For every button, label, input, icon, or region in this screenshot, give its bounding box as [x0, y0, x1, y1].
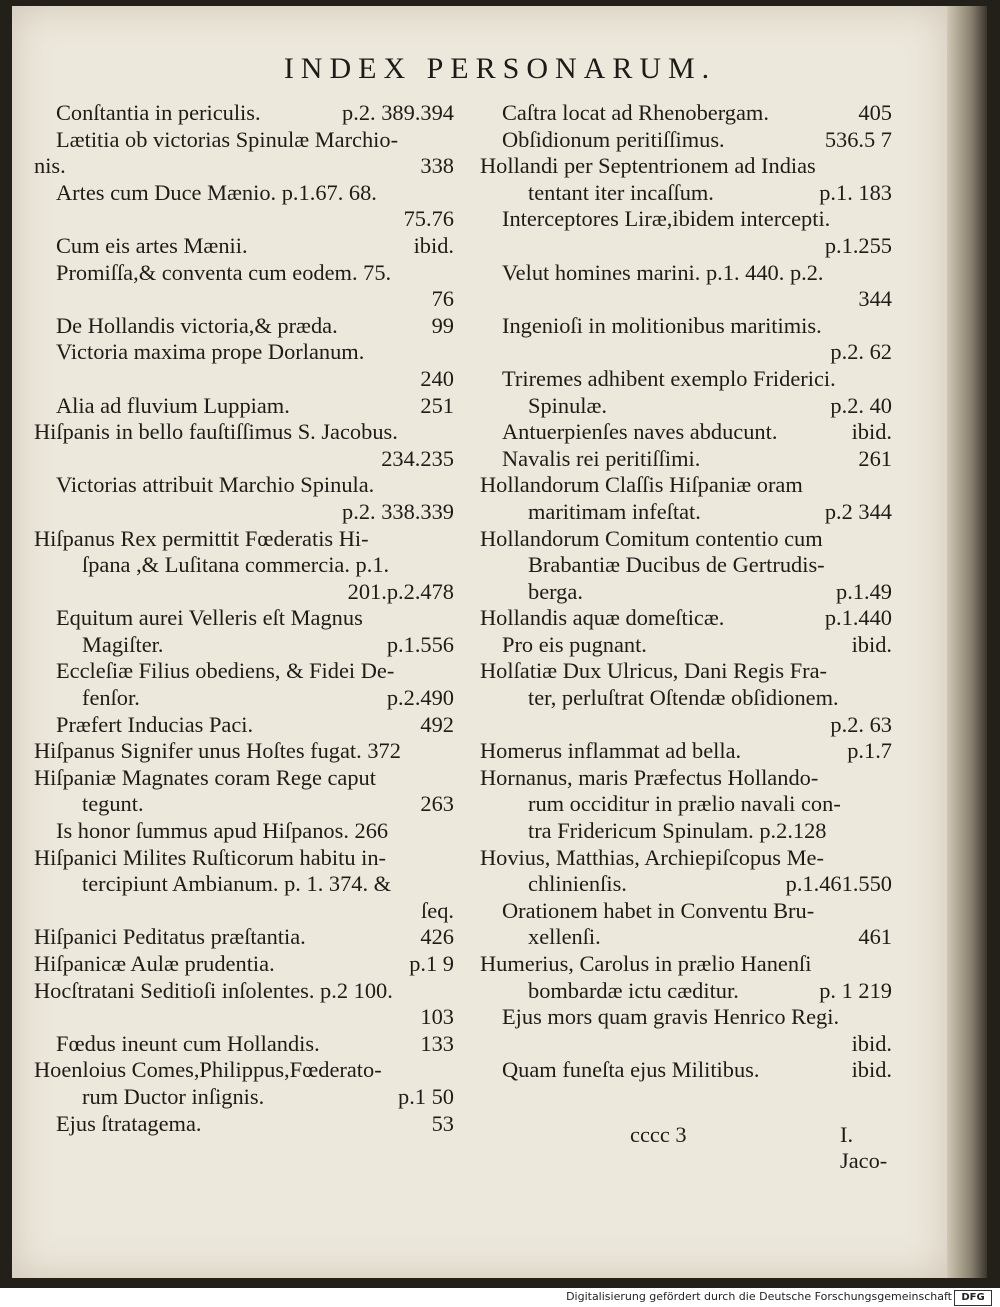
page-reference: 99	[431, 312, 454, 338]
index-entry	[480, 1057, 892, 1084]
page-reference: p.1.7	[847, 738, 892, 764]
index-entry	[34, 738, 454, 765]
entry-text: Brabantiæ Ducibus de Gertrudis-	[528, 552, 825, 578]
index-entry	[480, 260, 892, 287]
entry-text: Promiſſa,& conventa cum eodem. 75.	[56, 259, 392, 285]
index-entry	[480, 978, 892, 1005]
index-entry	[480, 605, 892, 632]
page-reference: 536.5 7	[824, 126, 892, 152]
entry-text: Ejus ſtratagema.	[56, 1110, 202, 1136]
index-entry	[480, 818, 892, 845]
index-entry	[34, 526, 454, 553]
entry-text: Hornanus, maris Præfectus Hollando-	[480, 764, 819, 790]
index-entry	[34, 951, 454, 978]
page-reference: 263	[420, 791, 454, 817]
index-entry	[480, 712, 892, 739]
entry-text: De Hollandis victoria,& præda.	[56, 312, 338, 338]
entry-text: Hollandi per Septentrionem ad Indias	[480, 153, 816, 179]
index-entry	[34, 712, 454, 739]
index-entry	[480, 313, 892, 340]
entry-text: Is honor ſummus apud Hiſpanos. 266	[56, 818, 389, 844]
index-entry	[34, 605, 454, 632]
entry-text: Velut homines marini. p.1. 440. p.2.	[502, 259, 824, 285]
index-entry	[480, 845, 892, 872]
entry-text: ter, perluſtrat Oſtendæ obſidionem.	[528, 685, 839, 711]
entry-text: rum occiditur in prælio navali con-	[528, 791, 841, 817]
catchword: I. Jaco-	[840, 1122, 888, 1173]
index-entry	[34, 499, 454, 526]
index-entry	[34, 632, 454, 659]
entry-text: p.1.255	[824, 232, 892, 258]
entry-text: Eccleſiæ Filius obediens, & Fidei De-	[56, 658, 395, 684]
index-entry	[34, 393, 454, 420]
entry-text: Ingenioſi in molitionibus maritimis.	[502, 312, 822, 338]
entry-text: Hiſpanus Signifer unus Hoſtes fugat. 372	[34, 738, 401, 764]
entry-text: Cum eis artes Mænii.	[56, 232, 248, 258]
page-reference: p.2 344	[824, 498, 892, 524]
index-entry	[480, 153, 892, 180]
page-reference: 461	[858, 924, 892, 950]
entry-text: Interceptores Liræ,ibidem intercepti.	[502, 206, 831, 232]
entry-text: xellenſi.	[528, 924, 601, 950]
index-entry	[480, 472, 892, 499]
index-entry	[480, 658, 892, 685]
index-entry	[480, 127, 892, 154]
index-entry	[480, 206, 892, 233]
entry-text: Orationem habet in Conventu Bru-	[502, 897, 815, 923]
index-entry	[34, 313, 454, 340]
index-entry	[480, 366, 892, 393]
entry-text: Pro eis pugnant.	[502, 631, 647, 657]
page-reference: 53	[431, 1110, 454, 1136]
entry-text: Antuerpienſes naves abducunt.	[502, 419, 778, 445]
index-entry	[480, 393, 892, 420]
entry-text: Ejus mors quam gravis Henrico Regi.	[502, 1004, 840, 1030]
entry-text: Hollandorum Claſſis Hiſpaniæ oram	[480, 472, 803, 498]
page-reference: p.1.440	[824, 605, 892, 631]
entry-text: Triremes adhibent exemplo Friderici.	[502, 365, 836, 391]
page-gutter-shadow	[947, 6, 987, 1278]
entry-text: p.2. 63	[830, 711, 892, 737]
index-entry	[480, 552, 892, 579]
index-entry	[34, 1084, 454, 1111]
entry-text: Obſidionum peritiſſimus.	[502, 126, 725, 152]
index-entry	[34, 579, 454, 606]
entry-text: nis.	[34, 153, 66, 179]
digitization-note: Digitalisierung gefördert durch die Deutsche Forschungsgemeinschaft	[566, 1290, 952, 1303]
index-entry	[480, 419, 892, 446]
index-entry	[34, 100, 454, 127]
index-entry	[480, 898, 892, 925]
entry-text: Magiſter.	[82, 631, 164, 657]
index-entry	[480, 1031, 892, 1058]
page-reference: 338	[420, 153, 454, 179]
page-reference: ibid.	[851, 1057, 892, 1083]
index-entry	[480, 738, 892, 765]
index-column-left	[34, 100, 454, 1137]
page-reference: 426	[420, 924, 454, 950]
index-entry	[34, 1111, 454, 1138]
index-entry	[480, 180, 892, 207]
page-reference: p.1. 183	[819, 179, 892, 205]
running-head: INDEX PERSONARUM.	[283, 52, 717, 85]
entry-text: berga.	[528, 578, 583, 604]
entry-text: Hiſpanis in bello fauſtiſſimus S. Jacobus.	[34, 419, 398, 445]
entry-text: maritimam infeſtat.	[528, 498, 701, 524]
index-entry	[34, 1004, 454, 1031]
entry-text: Navalis rei peritiſſimi.	[502, 445, 701, 471]
entry-text: rum Ductor inſignis.	[82, 1083, 265, 1109]
index-entry	[34, 685, 454, 712]
entry-text: tra Fridericum Spinulam. p.2.128	[528, 818, 827, 844]
index-entry	[34, 286, 454, 313]
index-entry	[34, 871, 454, 898]
index-entry	[34, 153, 454, 180]
index-entry	[480, 924, 892, 951]
entry-text: p.2. 62	[830, 339, 892, 365]
entry-text: 234.235	[381, 445, 454, 471]
index-entry	[34, 366, 454, 393]
index-entry	[480, 446, 892, 473]
entry-text: chlinienſis.	[528, 871, 627, 897]
page-reference: p.2.490	[386, 685, 454, 711]
entry-text: Hollandorum Comitum contentio cum	[480, 525, 823, 551]
entry-text: p.2. 338.339	[342, 498, 454, 524]
index-entry	[34, 127, 454, 154]
entry-text: 75.76	[403, 206, 454, 232]
page-reference: 251	[420, 392, 454, 418]
page-reference: ibid.	[851, 419, 892, 445]
entry-text: fenſor.	[82, 685, 140, 711]
index-entry	[480, 233, 892, 260]
entry-text: 201.p.2.478	[347, 578, 454, 604]
index-entry	[480, 632, 892, 659]
entry-text: Hoenloius Comes,Philippus,Fœderato-	[34, 1057, 382, 1083]
index-entry	[480, 499, 892, 526]
index-entry	[480, 871, 892, 898]
index-entry	[480, 1004, 892, 1031]
entry-text: Hiſpanus Rex permittit Fœderatis Hi-	[34, 525, 369, 551]
index-entry	[480, 286, 892, 313]
entry-text: Alia ad fluvium Luppiam.	[56, 392, 290, 418]
index-entry	[34, 845, 454, 872]
index-entry	[480, 791, 892, 818]
index-entry	[480, 579, 892, 606]
entry-text: Caſtra locat ad Rhenobergam.	[502, 100, 769, 125]
index-entry	[34, 658, 454, 685]
page-reference: p.1.556	[386, 631, 454, 657]
page-reference: 261	[858, 445, 892, 471]
entry-text: Fœdus ineunt cum Hollandis.	[56, 1030, 320, 1056]
entry-text: Hiſpanici Peditatus præſtantia.	[34, 924, 306, 950]
entry-text: ibid.	[851, 1030, 892, 1056]
entry-text: tercipiunt Ambianum. p. 1. 374. &	[82, 871, 392, 897]
index-entry	[34, 791, 454, 818]
index-entry	[34, 180, 454, 207]
entry-text: Hovius, Matthias, Archiepiſcopus Me-	[480, 844, 824, 870]
entry-text: Hiſpanicæ Aulæ prudentia.	[34, 951, 275, 976]
index-entry	[34, 1057, 454, 1084]
entry-text: Præfert Inducias Paci.	[56, 711, 254, 737]
index-entry	[480, 685, 892, 712]
page-reference: p.1 9	[409, 951, 454, 976]
index-column-right	[480, 100, 892, 1084]
entry-text: bombardæ ictu cæditur.	[528, 977, 739, 1003]
index-entry	[34, 924, 454, 951]
entry-text: Spinulæ.	[528, 392, 608, 418]
entry-text: Artes cum Duce Mænio. p.1.67. 68.	[56, 179, 377, 205]
page-reference: ibid.	[851, 631, 892, 657]
index-entry	[34, 446, 454, 473]
index-entry	[34, 978, 454, 1005]
entry-text: tegunt.	[82, 791, 144, 817]
index-entry	[34, 419, 454, 446]
entry-text: 344	[858, 286, 892, 312]
entry-text: ſeq.	[421, 897, 454, 923]
entry-text: Hollandis aquæ domeſticæ.	[480, 605, 725, 631]
index-entry	[34, 552, 454, 579]
page-reference: p.1.461.550	[785, 871, 892, 897]
entry-text: Victoria maxima prope Dorlanum.	[56, 339, 365, 365]
index-entry	[34, 818, 454, 845]
index-entry	[34, 1031, 454, 1058]
page-reference: 133	[420, 1030, 454, 1056]
entry-text: Holſatiæ Dux Ulricus, Dani Regis Fra-	[480, 658, 828, 684]
index-entry	[34, 472, 454, 499]
index-entry	[34, 233, 454, 260]
entry-text: Victorias attribuit Marchio Spinula.	[56, 472, 375, 498]
page-reference: 405	[858, 100, 892, 125]
page-reference: p.2. 389.394	[342, 100, 454, 125]
index-entry	[480, 339, 892, 366]
entry-text: Lætitia ob victorias Spinulæ Marchio-	[56, 126, 399, 152]
entry-text: Humerius, Carolus in prælio Hanenſi	[480, 951, 812, 976]
index-entry	[34, 206, 454, 233]
entry-text: tentant iter incaſſum.	[528, 179, 714, 205]
page-reference: p.2. 40	[830, 392, 892, 418]
index-entry	[34, 260, 454, 287]
entry-text: Conſtantia in periculis.	[56, 100, 261, 125]
index-entry	[34, 339, 454, 366]
index-entry	[480, 526, 892, 553]
index-entry	[34, 765, 454, 792]
entry-text: Hocſtratani Seditioſi inſolentes. p.2 100.	[34, 977, 393, 1003]
index-entry	[480, 765, 892, 792]
entry-text: Equitum aurei Velleris eſt Magnus	[56, 605, 363, 631]
index-entry	[480, 951, 892, 978]
entry-text: Quam funeſta ejus Militibus.	[502, 1057, 760, 1083]
page-reference: ibid.	[413, 232, 454, 258]
page-reference: p.1 50	[398, 1083, 454, 1109]
entry-text: 76	[431, 286, 454, 312]
entry-text: ſpana ,& Luſitana commercia. p.1.	[82, 552, 390, 578]
entry-text: Hiſpaniæ Magnates coram Rege caput	[34, 764, 376, 790]
page-reference: 492	[420, 711, 454, 737]
page-reference: p.1.49	[836, 578, 892, 604]
entry-text: Homerus inflammat ad bella.	[480, 738, 742, 764]
entry-text: 103	[420, 1004, 454, 1030]
entry-text: Hiſpanici Milites Ruſticorum habitu in-	[34, 844, 386, 870]
page-reference: p. 1 219	[819, 977, 892, 1003]
index-entry	[34, 898, 454, 925]
index-entry	[480, 100, 892, 127]
signature-mark: cccc 3	[630, 1122, 687, 1147]
entry-text: 240	[420, 365, 454, 391]
dfg-logo: DFG	[954, 1290, 992, 1306]
